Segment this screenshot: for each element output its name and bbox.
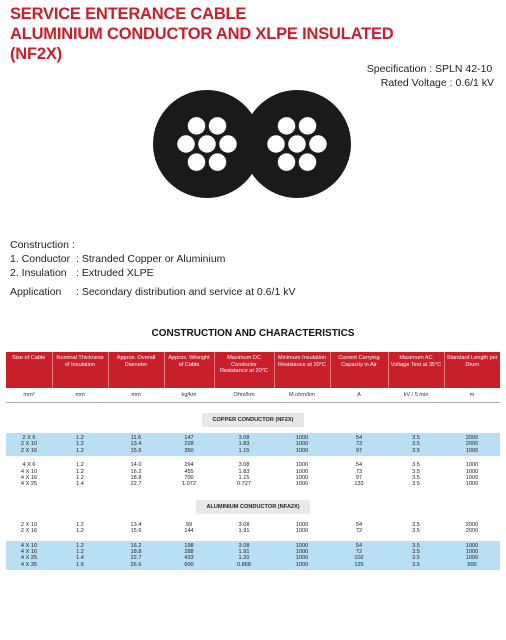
table-cell: 1000 1000 1000 1000	[465, 462, 479, 488]
table-cell: 99 144	[184, 521, 194, 535]
unit-cell: kV / 5 min	[388, 388, 444, 403]
table-row	[6, 460, 500, 490]
table-cell: 1.2 1.2	[76, 521, 84, 535]
column-header: Approx. Overall Diameter	[108, 352, 164, 388]
conductor-strand	[277, 116, 296, 135]
unit-cell: Ohm/km	[214, 388, 274, 403]
table-cell: 3.08 1.83 1.15 0.727	[237, 462, 251, 488]
column-header: Nominal Thickness of Insulation	[52, 352, 108, 388]
application-value: : Secondary distribution and service at 0.6/1 kV	[76, 286, 296, 298]
specification-block	[367, 62, 494, 90]
table-cell: 1.2 1.2 1.4 1.6	[52, 541, 108, 571]
conductor-strand	[208, 153, 227, 172]
table-cell: 3.08 1.91 1.20 0.868	[214, 541, 274, 571]
spec-value: : SPLN 42-10	[429, 63, 493, 75]
insulation-label: 2. Insulation	[10, 267, 67, 279]
table-cell: 54 73 97	[330, 433, 388, 456]
table-cell: 1000 1000	[295, 521, 309, 535]
unit-cell: mm	[108, 388, 164, 403]
copper-section-title	[6, 403, 500, 434]
unit-cell: mm²	[6, 388, 52, 403]
aluminium-section-title	[6, 490, 500, 520]
table-cell: 198 288 433 600	[164, 541, 214, 571]
conductor-strand	[187, 153, 206, 172]
table-row	[6, 520, 500, 537]
insulation-value: : Extruded XLPE	[76, 267, 154, 279]
construction-item-insulation	[10, 266, 154, 280]
table-cell: 54 73 97 133	[354, 462, 364, 488]
conductor-strand	[288, 135, 307, 154]
table-header-row	[6, 352, 500, 388]
characteristics-table	[6, 352, 500, 570]
column-header: Maximum AC Voltage Test at 35°C	[388, 352, 444, 388]
column-header: Minimum Insulation Resistance at 20°C	[274, 352, 330, 388]
construction-item-conductor	[10, 252, 225, 266]
section-label: ALUMINIUM CONDUCTOR (NFA2X)	[196, 500, 309, 514]
conductor-strand	[198, 135, 217, 154]
conductor-strand	[177, 135, 196, 154]
section-label: COPPER CONDUCTOR (NF2X)	[202, 413, 303, 427]
table-cell: 1000 1000 1000	[274, 433, 330, 456]
table-cell: 1000 1000 1000 1000	[295, 462, 309, 488]
table-cell: 2 X 10 2 X 16	[20, 521, 38, 535]
table-cell: 1.2 1.2 1.2	[52, 433, 108, 456]
column-header: Standard Length per Drum	[444, 352, 500, 388]
conductor-label: 1. Conductor	[10, 253, 71, 265]
conductor-strand	[219, 135, 238, 154]
spec-label: Specification	[366, 63, 427, 75]
conductor-value: : Stranded Copper or Aluminium	[76, 253, 226, 265]
table-cell: 2 X 6 2 X 10 2 X 16	[6, 433, 52, 456]
title-line-1: SERVICE ENTERANCE CABLE	[10, 5, 247, 23]
conductor-strand	[187, 116, 206, 135]
unit-cell: m	[444, 388, 500, 403]
table-row	[6, 541, 500, 571]
voltage-value: : 0.6/1 kV	[449, 77, 494, 89]
table-cell: 3.5 3.5	[412, 521, 420, 535]
table-cell: 11.6 13.4 15.6	[108, 433, 164, 456]
table-cell: 3.08 1.91	[238, 521, 250, 535]
conductor-strand	[208, 116, 227, 135]
cable-cross-section-illustration	[0, 90, 506, 220]
table-cell: 54 72 102 125	[330, 541, 388, 571]
table-row	[6, 433, 500, 456]
unit-cell: M.ohm/km	[274, 388, 330, 403]
table-cell: 294 455 700 1.072	[182, 462, 196, 488]
column-header: Current Carrying Capacity in Air	[330, 352, 388, 388]
table-cell: 3.5 3.5 3.5 3.5	[412, 462, 420, 488]
page-title	[10, 4, 394, 64]
voltage-label: Rated Voltage	[380, 77, 447, 89]
conductor-strand	[298, 116, 317, 135]
table-cell: 3.5 3.5 3.5 3.5	[388, 541, 444, 571]
table-cell: 2000 2000	[465, 521, 479, 535]
conductor-strand	[309, 135, 328, 154]
table-cell: 1000 1000 1000 500	[444, 541, 500, 571]
construction-heading: Construction :	[10, 239, 75, 251]
application-label: Application	[10, 286, 62, 298]
table-cell: 14.0 16.2 18.8 22.7	[130, 462, 142, 488]
conductor-strand	[267, 135, 286, 154]
conductor-strand	[298, 153, 317, 172]
table-cell: 3.08 1.83 1.15	[214, 433, 274, 456]
table-cell: 54 72	[355, 521, 363, 535]
table-cell: 1.2 1.2 1.2 1.4	[76, 462, 84, 488]
table-title: CONSTRUCTION AND CHARACTERISTICS	[151, 328, 355, 339]
title-line-2: ALUMINIUM CONDUCTOR AND XLPE INSULATED	[10, 25, 394, 43]
column-header: Size of Cable	[6, 352, 52, 388]
table-cell: 1000 1000 1000 1000	[274, 541, 330, 571]
column-header: Maximum DC Conductor Resistance at 20°C	[214, 352, 274, 388]
unit-cell: kg/km	[164, 388, 214, 403]
table-cell: 13.4 15.6	[130, 521, 142, 535]
column-header: Approx. Wheight of Cable	[164, 352, 214, 388]
unit-cell: mm	[52, 388, 108, 403]
application-row	[10, 285, 295, 299]
table-cell: 4 X 10 4 X 16 4 X 25 4 X 35	[6, 541, 52, 571]
table-cell: 16.2 18.8 22.7 26.6	[108, 541, 164, 571]
conductor-strand	[277, 153, 296, 172]
table-cell: 4 X 6 4 X 10 4 X 16 4 X 25	[20, 462, 38, 488]
table-cell: 147 228 350	[164, 433, 214, 456]
unit-cell: A	[330, 388, 388, 403]
title-line-3: (NF2X)	[10, 45, 62, 63]
units-row	[6, 388, 500, 403]
table-cell: 2000 2000 1000	[444, 433, 500, 456]
table-cell: 3.5 3.5 3.5	[388, 433, 444, 456]
